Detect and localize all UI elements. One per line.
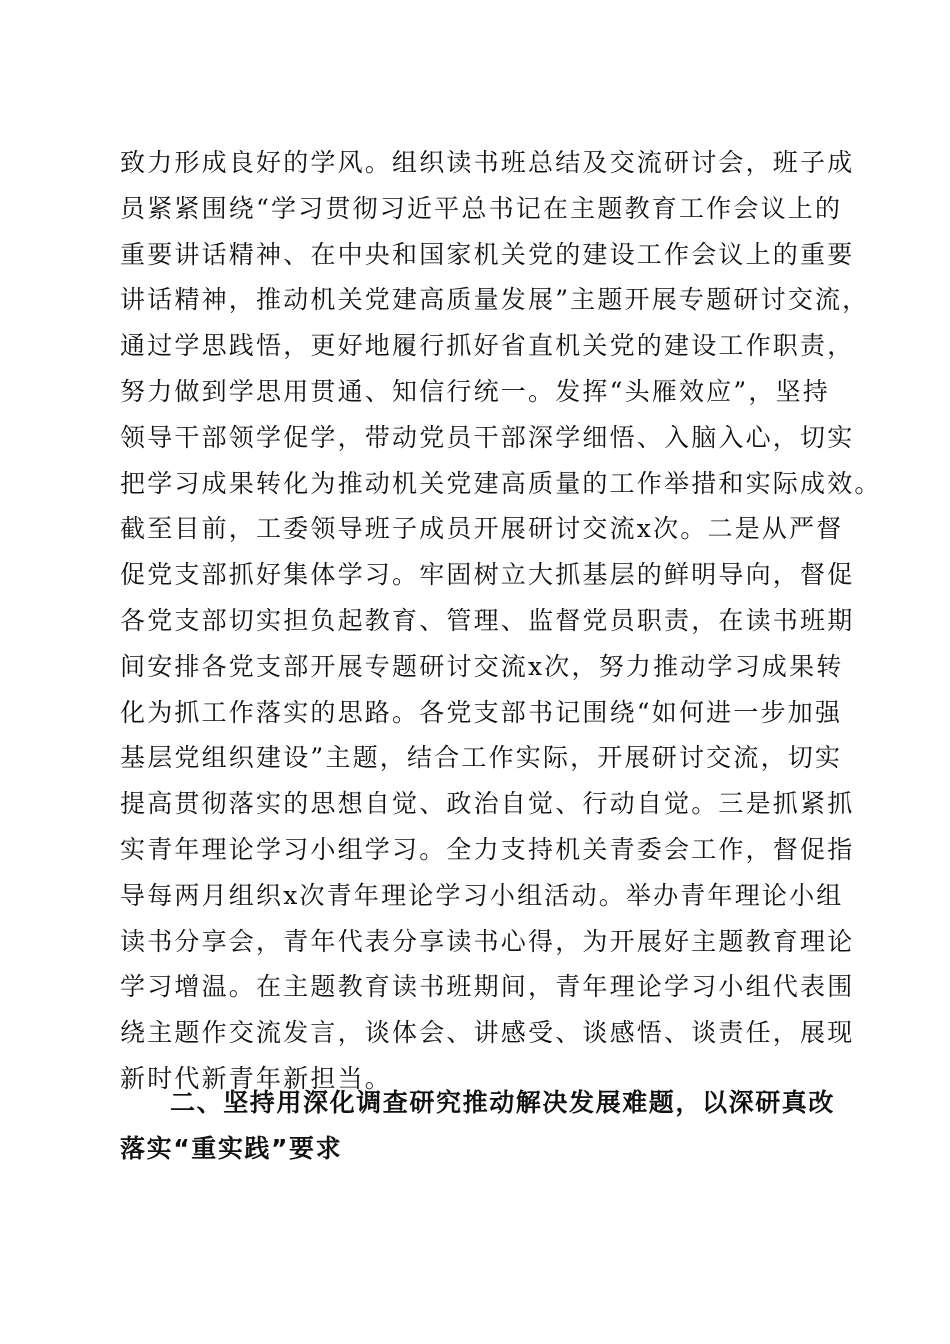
heading-line: 落实“重实践”要求 — [120, 1133, 343, 1163]
heading-line: 二、坚持用深化调查研究推动解决发展难题，以深研真改 — [170, 1088, 836, 1117]
paragraph-line: 把学习成果转化为推动机关党建高质量的工作举措和实际成效。 — [120, 468, 882, 498]
paragraph-line: 化为抓工作落实的思路。各党支部书记围绕“如何进一步加强 — [120, 697, 843, 727]
paragraph-line: 讲话精神，推动机关党建高质量发展”主题开展专题研讨交流， — [120, 285, 870, 315]
paragraph-line: 领导干部领学促学，带动党员干部深学细悟、入脑入心，切实 — [120, 422, 855, 452]
paragraph-line: 截至目前，工委领导班子成员开展研讨交流x次。二是从严督 — [120, 514, 844, 544]
paragraph-line: 学习增温。在主题教育读书班期间，青年理论学习小组代表围 — [120, 972, 855, 1002]
paragraph-line: 读书分享会，青年代表分享读书心得，为开展好主题教育理论 — [120, 926, 855, 956]
paragraph-line: 各党支部切实担负起教育、管理、监督党员职责，在读书班期 — [120, 605, 855, 635]
paragraph-line: 重要讲话精神、在中央和国家机关党的建设工作会议上的重要 — [120, 239, 855, 269]
paragraph-line: 间安排各党支部开展专题研讨交流x次，努力推动学习成果转 — [120, 651, 844, 681]
section-heading — [120, 1080, 860, 1172]
paragraph-line: 通过学思践悟，更好地履行抓好省直机关党的建设工作职责， — [120, 331, 855, 361]
paragraph-line: 绕主题作交流发言，谈体会、讲感受、谈感悟、谈责任，展现 — [120, 1018, 855, 1048]
paragraph-line: 致力形成良好的学风。组织读书班总结及交流研讨会，班子成 — [120, 148, 855, 177]
paragraph-line: 提高贯彻落实的思想自觉、政治自觉、行动自觉。三是抓紧抓 — [120, 789, 855, 819]
body-paragraph — [120, 140, 882, 1102]
paragraph-line: 促党支部抓好集体学习。牢固树立大抓基层的鲜明导向，督促 — [120, 560, 855, 590]
paragraph-line: 实青年理论学习小组学习。全力支持机关青委会工作，督促指 — [120, 834, 855, 864]
paragraph-line: 导每两月组织x次青年理论学习小组活动。举办青年理论小组 — [120, 880, 844, 910]
paragraph-line: 新时代新青年新担当。 — [120, 1063, 393, 1093]
paragraph-line: 员紧紧围绕“学习贯彻习近平总书记在主题教育工作会议上的 — [120, 193, 843, 223]
paragraph-line: 基层党组织建设”主题，结合工作实际，开展研讨交流，切实 — [120, 743, 843, 773]
paragraph-line: 努力做到学思用贯通、知信行统一。发挥“头雁效应”，坚持 — [120, 376, 830, 406]
